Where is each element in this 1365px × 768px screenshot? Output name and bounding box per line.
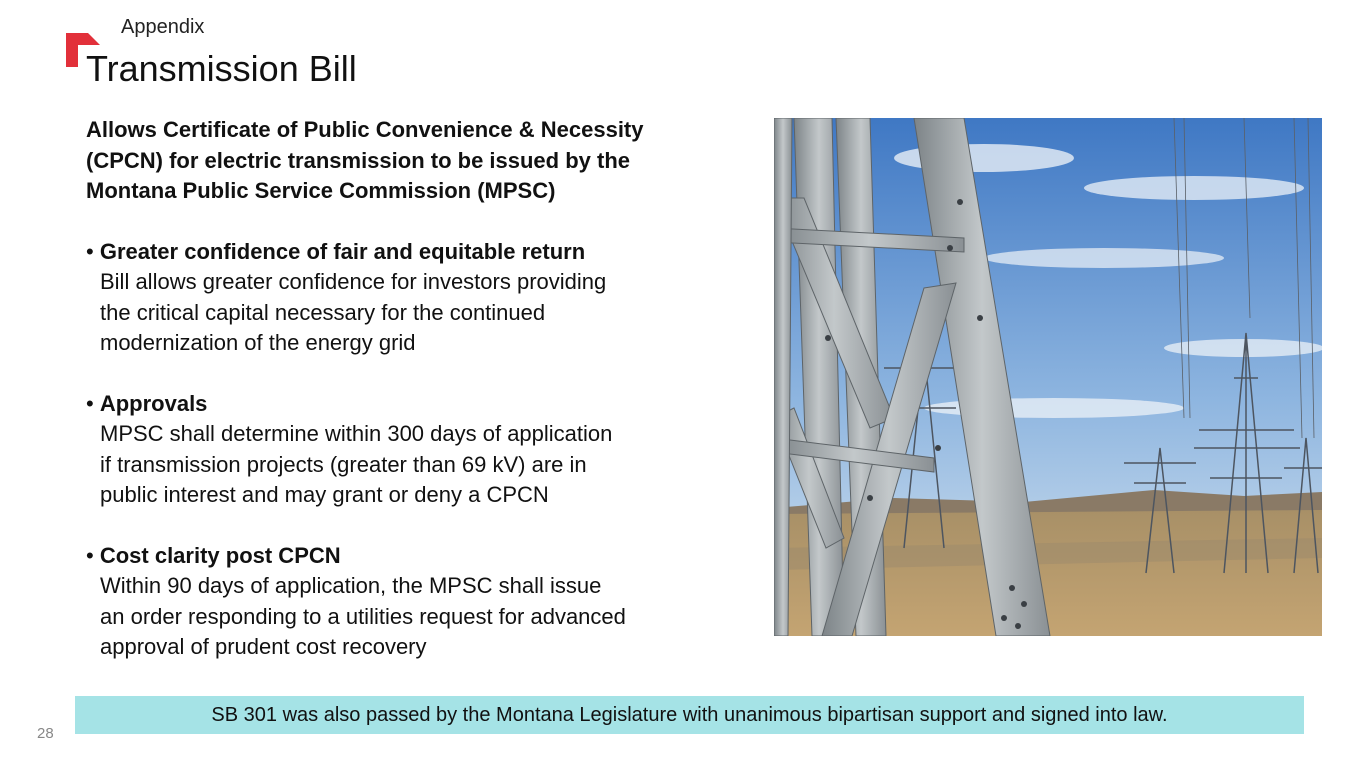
bullet-icon: • <box>86 390 100 416</box>
banner-text: SB 301 was also passed by the Montana Legislature with unanimous bipartisan support and signed into law. <box>211 703 1168 726</box>
body-line: approval of prudent cost recovery <box>100 634 427 659</box>
page-number: 28 <box>37 725 54 742</box>
content-body <box>86 115 756 663</box>
body-line: if transmission projects (greater than 69 kV) are in <box>100 451 587 477</box>
summary-banner <box>75 696 1304 734</box>
intro-line: (CPCN) for electric transmission to be issued by the <box>86 147 631 173</box>
section-heading <box>86 389 756 420</box>
section-cost-clarity <box>86 541 756 663</box>
section-heading <box>86 541 756 572</box>
body-line: the critical capital necessary for the continued <box>100 299 546 325</box>
body-line: MPSC shall determine within 300 days of application <box>100 421 613 446</box>
section-heading-text: Cost clarity post CPCN <box>99 542 341 568</box>
section-fair-return <box>86 237 756 359</box>
intro-line: Montana Public Service Commission (MPSC) <box>86 178 556 203</box>
intro-line: Allows Certificate of Public Convenience & Necessity <box>86 117 644 142</box>
bullet-icon: • <box>86 542 100 568</box>
page-title: Transmission Bill <box>86 48 357 89</box>
body-line: public interest and may grant or deny a CPCN <box>100 482 549 507</box>
section-body <box>86 267 756 359</box>
section-eyebrow: Appendix <box>121 16 205 38</box>
section-heading-text: Greater confidence of fair and equitable return <box>99 238 586 264</box>
section-heading-text: Approvals <box>99 390 208 416</box>
section-body <box>86 419 756 511</box>
section-approvals <box>86 389 756 511</box>
section-body <box>86 571 756 663</box>
body-line: Bill allows greater confidence for investors providing <box>100 269 607 294</box>
body-line: Within 90 days of application, the MPSC shall issue <box>100 573 602 598</box>
section-heading <box>86 237 756 268</box>
body-line: an order responding to a utilities request for advanced <box>100 603 626 629</box>
body-line: modernization of the energy grid <box>100 330 416 355</box>
transmission-tower-photo <box>774 118 1322 636</box>
intro-paragraph <box>86 115 756 207</box>
bullet-icon: • <box>86 238 100 264</box>
